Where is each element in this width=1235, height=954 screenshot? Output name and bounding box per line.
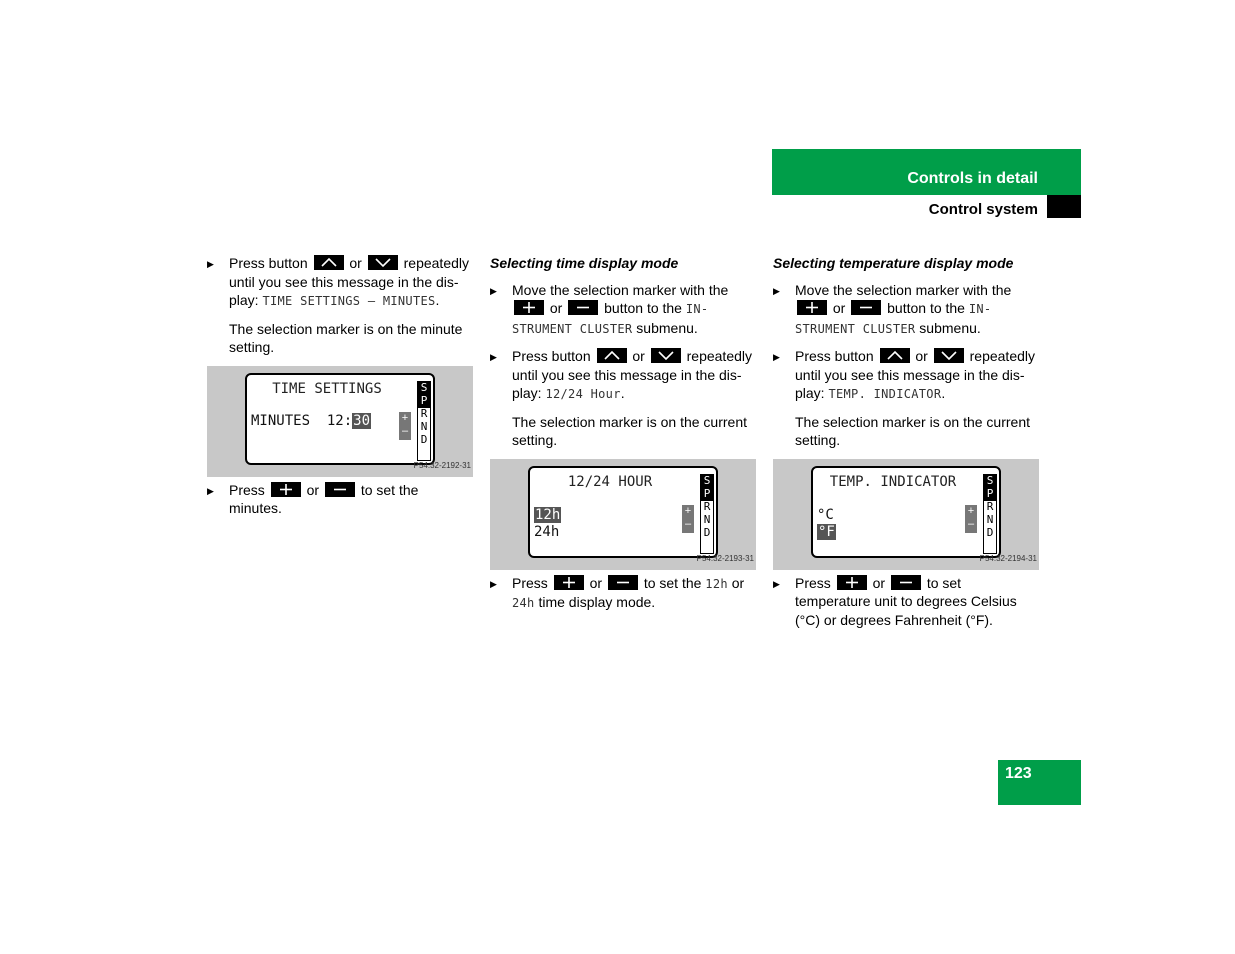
instruction-press-plus-minus: ▶ Press or to set the minutes. [207,481,473,518]
figure-code: P54.32-2193-31 [696,554,754,563]
minus-button-icon [568,300,598,315]
gear-indicator: S P R N D [983,474,997,554]
display-option-12h [534,506,561,525]
minus-button-icon [891,575,921,590]
display-line: MINUTES 12:30 [251,412,371,429]
display-illustration-temp-indicator [773,459,1039,570]
plus-minus-indicator: + – [399,412,411,440]
display-title: TEMP. INDICATOR [829,473,957,490]
plus-button-icon [797,300,827,315]
instruction-move-marker: ▶ Move the selection marker with the or button to the IN-STRUMENT CLUSTER submenu. [773,281,1039,339]
display-screen [811,466,1001,558]
selection-marker: °F [818,523,835,540]
instruction-press-plus-minus: ▶ Press or to set the 12h or 24h time display mode. [490,574,756,613]
note-text: The selection marker is on the minute setting. [229,320,463,355]
instruction-press-up-down: ▶ Press button or repeatedly until you see this message in the dis-play: TEMP. INDICATOR. [773,347,1039,404]
plus-minus-indicator: + – [682,505,694,533]
heading-temperature-display: Selecting temperature display mode [773,255,1014,271]
selection-marker: 12h [535,506,561,523]
display-illustration-time-settings [207,366,473,477]
plus-button-icon [514,300,544,315]
column-3 [773,254,1039,638]
subsection-title: Control system [928,201,1038,218]
plus-button-icon [837,575,867,590]
column-2 [490,254,756,622]
up-arrow-button-icon [880,348,910,363]
selection-marker: 30 [353,412,371,429]
page-number: 123 [1005,765,1032,782]
down-arrow-button-icon [934,348,964,363]
minus-button-icon [325,482,355,497]
display-screen [245,373,435,465]
column-1 [207,254,473,527]
display-option-24h: 24h [534,523,560,540]
display-screen [528,466,718,558]
display-title: TIME SETTINGS [272,380,382,397]
heading-time-display: Selecting time display mode [490,255,679,271]
plus-button-icon [271,482,301,497]
instruction-press-plus-minus: ▶ Press or to set temperature unit to degrees Celsius (°C) or degrees Fahrenheit (°F). [773,574,1039,630]
instruction-move-marker: ▶ Move the selection marker with the or button to the IN-STRUMENT CLUSTER submenu. [490,281,756,339]
figure-code: P54.32-2192-31 [413,461,471,470]
instruction-press-up-down: ▶ Press button or repeatedly until you see this message in the dis-play: TIME SETTINGS – MINUTES. [207,254,473,311]
instruction-press-up-down: ▶ Press button or repeatedly until you see this message in the dis-play: 12/24 Hour. [490,347,756,404]
display-option-fahrenheit [817,523,836,542]
up-arrow-button-icon [597,348,627,363]
down-arrow-button-icon [651,348,681,363]
gear-indicator: S P R N D [417,381,431,461]
plus-button-icon [554,575,584,590]
note-text: The selection marker is on the current setting. [795,413,1030,448]
display-title: 12/24 HOUR [567,473,653,490]
page-number-box [998,760,1081,805]
display-option-celsius: °C [817,506,834,523]
minus-button-icon [851,300,881,315]
figure-code: P54.32-2194-31 [979,554,1037,563]
down-arrow-button-icon [368,255,398,270]
minus-button-icon [608,575,638,590]
gear-indicator: S P R N D [700,474,714,554]
display-illustration-12-24-hour [490,459,756,570]
note-text: The selection marker is on the current setting. [512,413,747,448]
section-title: Controls in detail [907,170,1038,187]
up-arrow-button-icon [314,255,344,270]
plus-minus-indicator: + – [965,505,977,533]
header-marker [1047,195,1081,218]
